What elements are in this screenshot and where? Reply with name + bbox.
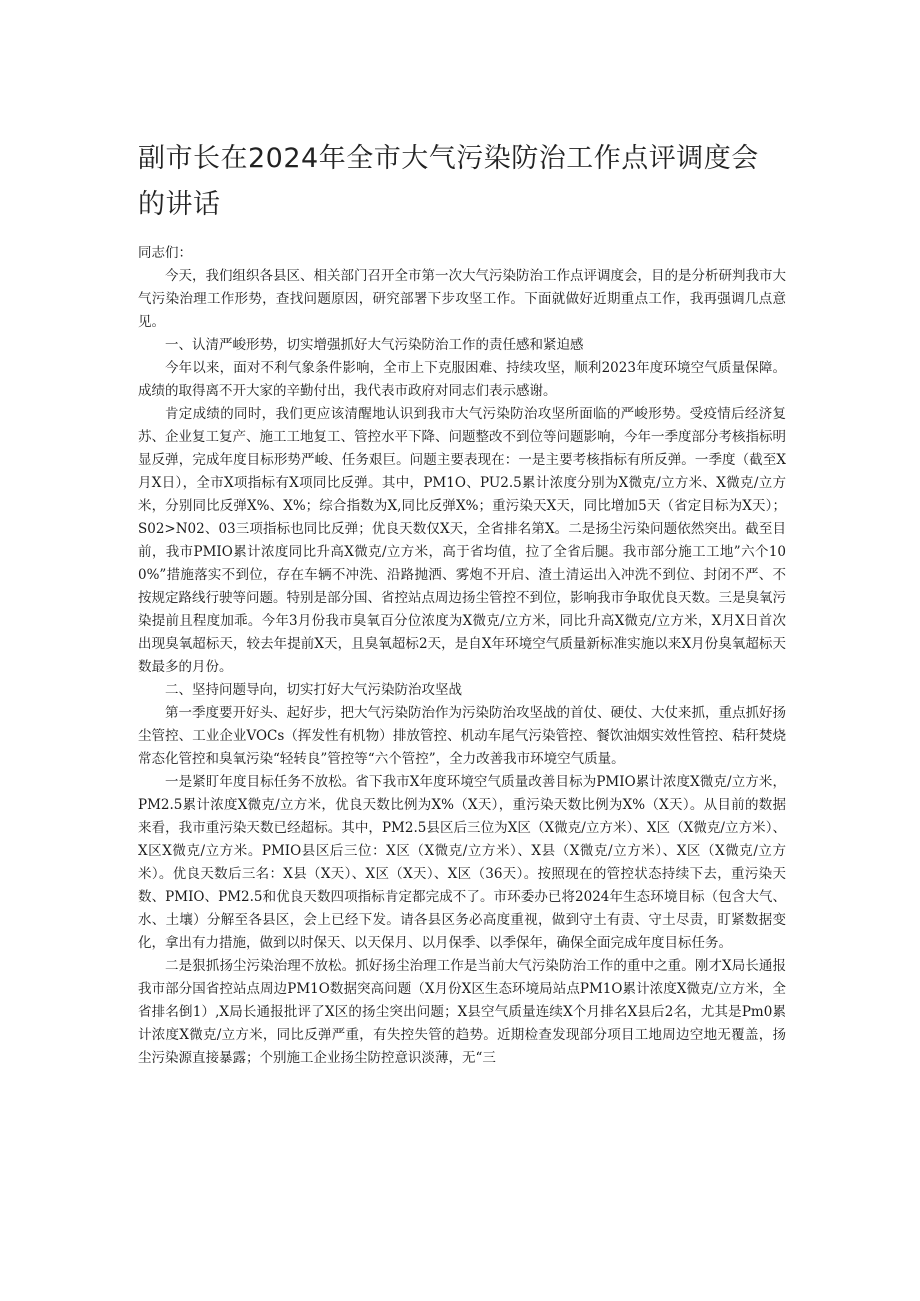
- salutation: 同志们：: [138, 245, 192, 261]
- body-paragraph: 今年以来，面对不利气象条件影响，全市上下克服困难、持续攻坚，顺利2023年度环境空气质量保障。成绩的取得离不开大家的辛勤付出，我代表市政府对同志们表示感谢。: [138, 360, 786, 399]
- section-heading: 一、认清严峻形势，切实增强抓好大气污染防治工作的责任感和紧迫感: [165, 337, 584, 353]
- body-paragraph: 二是狠抓扬尘污染治理不放松。抓好扬尘治理工作是当前大气污染防治工作的重中之重。刚才X局长通报我市部分国省控站点周边PM1O数据突高问题（X月份X区生态环境局站点PM1O累计浓度X微克/立方米，全省排名倒1）,X局长通报批评了X区的扬尘突出问题；X县空气质量连续X个月排名X县后2名，尤其是Pm0累计浓度X微克/立方米，同比反弹严重，有失控失管的趋势。近期检查发现部分项目工地周边空地无覆盖，扬尘污染源直接暴露；个别施工企业扬尘防控意识淡薄，无“三: [138, 958, 786, 1066]
- body-paragraph: 一是紧盯年度目标任务不放松。省下我市X年度环境空气质量改善目标为PMIO累计浓度X微克/立方米，PM2.5累计浓度X微克/立方米，优良天数比例为X%（X天），重污染天数比例为X%（X天）。从目前的数据来看，我市重污染天数已经超标。其中，PM2.5县区后三位为X区（X微克/立方米）、X区（X微克/立方米）、X区X微克/立方米。PMIO县区后三位：X区（X微克/立方米）、X县（X微克/立方米）、X区（X微克/立方米）。优良天数后三名：X县（X天）、X区（X天）、X区（36天）。按照现在的管控状态持续下去，重污染天数、PMIO、PM2.5和优良天数四项指标肯定都完成不了。市环委办已将2024年生态环境目标（包含大气、水、土壤）分解至各县区，会上已经下发。请各县区务必高度重视，做到守土有责、守土尽责，盯紧数据变化，拿出有力措施，做到以时保天、以天保月、以月保季、以季保年，确保全面完成年度目标任务。: [138, 774, 786, 951]
- section-heading: 二、坚持问题导向，切实打好大气污染防治攻坚战: [165, 682, 462, 698]
- body-paragraph: 第一季度要开好头、起好步，把大气污染防治作为污染防治攻坚战的首仗、硬仗、大仗来抓，重点抓好扬尘管控、工业企业VOCs（挥发性有机物）排放管控、机动车尾气污染管控、餐饮油烟实效性管控、秸秆焚烧常态化管控和臭氧污染“轻转良”管控等“六个管控”，全力改善我市环境空气质量。: [138, 705, 786, 767]
- body-paragraph: 肯定成绩的同时，我们更应该清醒地认识到我市大气污染防治攻坚所面临的严峻形势。受疫情后经济复苏、企业复工复产、施工工地复工、管控水平下降、问题整改不到位等问题影响，今年一季度部分考核指标明显反弹，完成年度目标形势严峻、任务艰巨。问题主要表现在：一是主要考核指标有所反弹。一季度（截至X月X日），全市X项指标有X项同比反弹。其中，PM1O、PU2.5累计浓度分别为X微克/立方米、X微克/立方米，分别同比反弹X%、X%；综合指数为X,同比反弹X%；重污染天X天，同比增加5天（省定目标为X天）；S02>N02、03三项指标也同比反弹；优良天数仅X天，全省排名第X。二是扬尘污染问题依然突出。截至目前，我市PMIO累计浓度同比升高X微克/立方米，高于省均值，拉了全省后腿。我市部分施工工地”六个100%”措施落实不到位，存在车辆不冲洗、沿路抛洒、雾炮不开启、渣土清运出入冲洗不到位、封闭不严、不按规定路线行驶等问题。特别是部分国、省控站点周边扬尘管控不到位，影响我市争取优良天数。三是臭氧污染提前且程度加乖。今年3月份我市臭氧百分位浓度为X微克/立方米，同比升高X微克/立方米，X月X日首次出现臭氧超标天，较去年提前X天，且臭氧超标2天，是自X年环境空气质量新标准实施以来X月份臭氧超标天数最多的月份。: [138, 406, 786, 675]
- document-body: [138, 265, 786, 1070]
- document-title: 副市长在2024年全市大气污染防治工作点评调度会的讲话: [138, 143, 759, 220]
- document-page: [138, 136, 786, 1070]
- body-paragraph: 今天，我们组织各县区、相关部门召开全市第一次大气污染防治工作点评调度会，目的是分析研判我市大气污染治理工作形势，查找问题原因，研究部署下步攻坚工作。下面就做好近期重点工作，我再强调几点意见。: [138, 268, 786, 330]
